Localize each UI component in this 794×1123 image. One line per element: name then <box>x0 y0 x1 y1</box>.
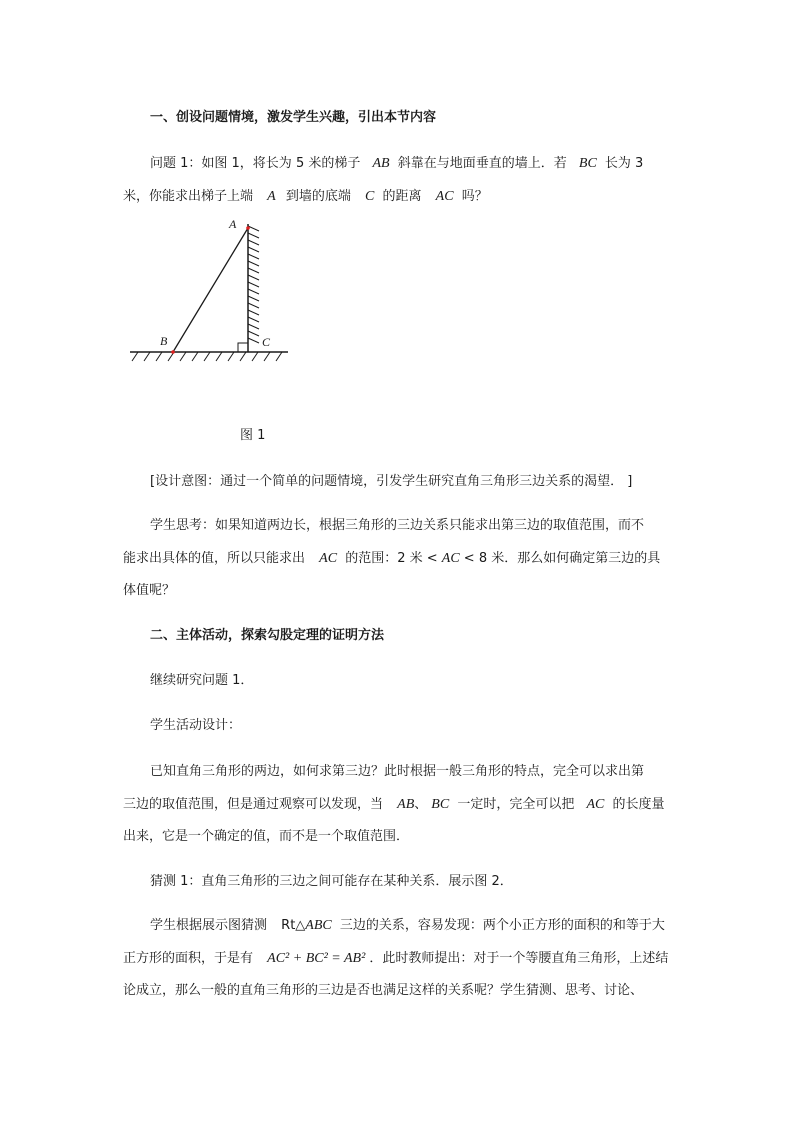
activity-text: 三边的取值范围，但是通过观察可以发现，当 <box>123 797 384 812</box>
section1-heading: 一、创设问题情境，激发学生兴趣，引出本节内容 <box>150 110 437 125</box>
student-thinking-line2 <box>123 551 660 567</box>
var-bc: BC <box>431 797 450 812</box>
var-ac: AC <box>435 189 454 204</box>
student-thinking-line3: 体值呢？ <box>123 583 176 598</box>
label-b: B <box>160 334 168 348</box>
section2-heading: 二、主体活动，探索勾股定理的证明方法 <box>150 628 385 643</box>
continue-problem: 继续研究问题 1． <box>150 673 254 688</box>
problem1-text: 到墙的底端 <box>285 189 351 204</box>
observe-text: ．此时教师提出：对于一个等腰直角三角形，上述结 <box>369 951 669 966</box>
activity-text: 一定时，完全可以把 <box>457 797 575 812</box>
rt-symbol: Rt△ <box>281 918 306 933</box>
activity-line1: 已知直角三角形的两边，如何求第三边？此时根据一般三角形的特点，完全可以求出第 <box>150 764 645 779</box>
student-thinking-line1: 学生思考：如果知道两边长，根据三角形的三边关系只能求出第三边的取值范围，而不 <box>150 518 645 533</box>
point-b <box>171 350 175 354</box>
problem1-text: 长为 3 <box>604 156 644 171</box>
activity-line3: 出来，它是一个确定的值，而不是一个取值范围． <box>123 829 410 844</box>
activity-title: 学生活动设计： <box>150 718 242 733</box>
observe-line1 <box>150 918 665 934</box>
var-ac: AC <box>586 797 605 812</box>
var-c: C <box>365 189 375 204</box>
thinking-text: 的范围：2 米 < <box>345 551 438 566</box>
thinking-text: 能求出具体的值，所以只能求出 <box>123 551 306 566</box>
observe-line2 <box>123 951 668 967</box>
observe-text: 三边的关系，容易发现：两个小正方形的面积的和等于大 <box>339 918 665 933</box>
ladder-line <box>173 228 248 352</box>
problem1-text: 米，你能求出梯子上端 <box>123 189 254 204</box>
observe-text: 正方形的面积，于是有 <box>123 951 254 966</box>
design-intent: [设计意图：通过一个简单的问题情境，引发学生研究直角三角形三边关系的渴望． ] <box>150 474 633 489</box>
var-ab: AB <box>397 797 415 812</box>
separator: 、 <box>414 797 428 812</box>
activity-text: 的长度量 <box>612 797 665 812</box>
var-bc: BC <box>578 156 597 171</box>
problem1-text: 斜靠在与地面垂直的墙上．若 <box>397 156 567 171</box>
observe-text: 学生根据展示图猜测 <box>150 918 268 933</box>
var-a: A <box>267 189 276 204</box>
problem1-text: 问题 1：如图 1，将长为 5 米的梯子 <box>150 156 361 171</box>
figure1-diagram <box>128 212 293 362</box>
observe-line3: 论成立，那么一般的直角三角形的三边是否也满足这样的关系呢？学生猜测、思考、讨论、 <box>123 983 644 998</box>
label-c: C <box>262 335 271 349</box>
problem1-line1 <box>150 156 643 172</box>
var-ac: AC <box>441 551 460 566</box>
var-ab: AB <box>372 156 390 171</box>
problem1-text: 吗？ <box>461 189 488 204</box>
var-ac: AC <box>319 551 338 566</box>
problem1-line2 <box>123 189 488 205</box>
figure1-caption: 图 1 <box>240 428 266 443</box>
pythagorean-formula: AC² + BC² = AB² <box>267 951 366 966</box>
point-a <box>246 226 250 230</box>
wall-hatching <box>248 226 259 343</box>
var-abc: ABC <box>305 918 332 933</box>
ground-hatching <box>132 352 282 361</box>
activity-line2 <box>123 797 665 813</box>
label-a: A <box>229 217 237 231</box>
thinking-text: < 8 米．那么如何确定第三边的具 <box>463 551 661 566</box>
problem1-text: 的距离 <box>382 189 422 204</box>
right-angle-mark <box>238 343 248 352</box>
guess1: 猜测 1：直角三角形的三边之间可能存在某种关系．展示图 2． <box>150 874 513 889</box>
